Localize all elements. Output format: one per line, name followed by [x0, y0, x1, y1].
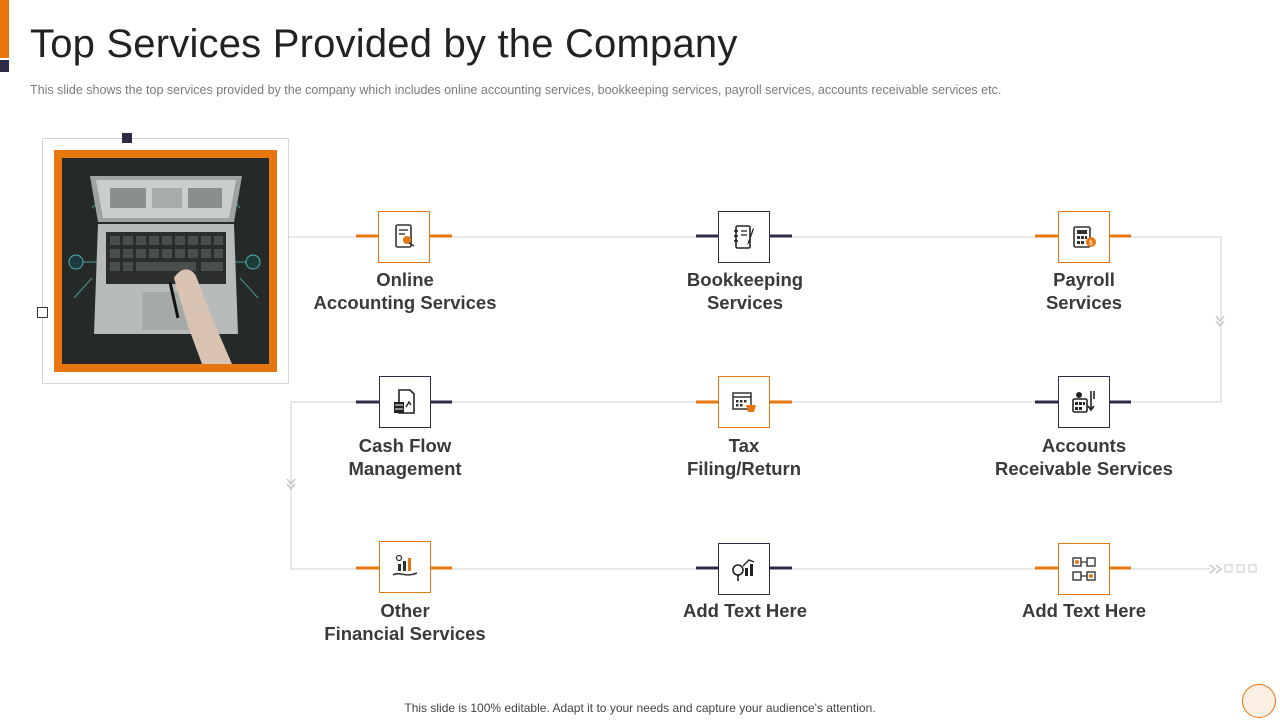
service-label-other-financial: Other Financial Services: [324, 600, 486, 644]
svg-text:$: $: [1088, 239, 1094, 247]
slide-title: Top Services Provided by the Company: [30, 22, 738, 66]
presentation-chart-icon: [729, 554, 759, 584]
node-add-text-2[interactable]: [1058, 543, 1110, 595]
resize-handle-top[interactable]: [122, 133, 132, 143]
service-label-cash-flow: Cash Flow Management: [348, 435, 462, 479]
team-network-icon: [1069, 554, 1099, 584]
node-payroll[interactable]: [1058, 211, 1110, 263]
service-label-tax-filing: Tax Filing/Return: [686, 435, 802, 479]
slide-subtitle: This slide shows the top services provided by the company which includes online accounting services, bookkeeping services, payroll services, accounts receivable services etc.: [30, 83, 1002, 97]
service-label-accounts-receivable: Accounts Receivable Services: [995, 435, 1173, 479]
laptop-illustration: [62, 158, 269, 364]
node-cash-flow[interactable]: [379, 376, 431, 428]
service-label-payroll: Payroll Services: [1045, 269, 1123, 313]
cashflow-report-icon: [390, 387, 420, 417]
service-label-bookkeeping: Bookkeeping Services: [686, 269, 804, 313]
service-label-add-text-2: Add Text Here: [1021, 600, 1147, 621]
tax-calendar-icon: [729, 387, 759, 417]
accent-bar-orange: [0, 0, 9, 58]
financial-growth-icon: [390, 552, 420, 582]
payroll-calculator-icon: [1069, 222, 1099, 252]
resize-handle-left[interactable]: [37, 307, 48, 318]
service-label-online-accounting: Online Accounting Services: [313, 269, 497, 313]
node-other-financial[interactable]: [379, 541, 431, 593]
node-accounts-receivable[interactable]: [1058, 376, 1110, 428]
notebook-pen-icon: [729, 222, 759, 252]
node-online-accounting[interactable]: [378, 211, 430, 263]
slide-footer-note: This slide is 100% editable. Adapt it to your needs and capture your audience's attention.: [404, 701, 876, 715]
node-add-text-1[interactable]: [718, 543, 770, 595]
accent-bar-navy: [0, 60, 9, 72]
corner-decoration-circle: [1242, 684, 1276, 718]
node-tax-filing[interactable]: [718, 376, 770, 428]
service-label-add-text-1: Add Text Here: [682, 600, 808, 621]
accounting-document-icon: [389, 222, 419, 252]
laptop-photo[interactable]: [62, 158, 269, 364]
receivables-icon: [1069, 387, 1099, 417]
node-bookkeeping[interactable]: [718, 211, 770, 263]
